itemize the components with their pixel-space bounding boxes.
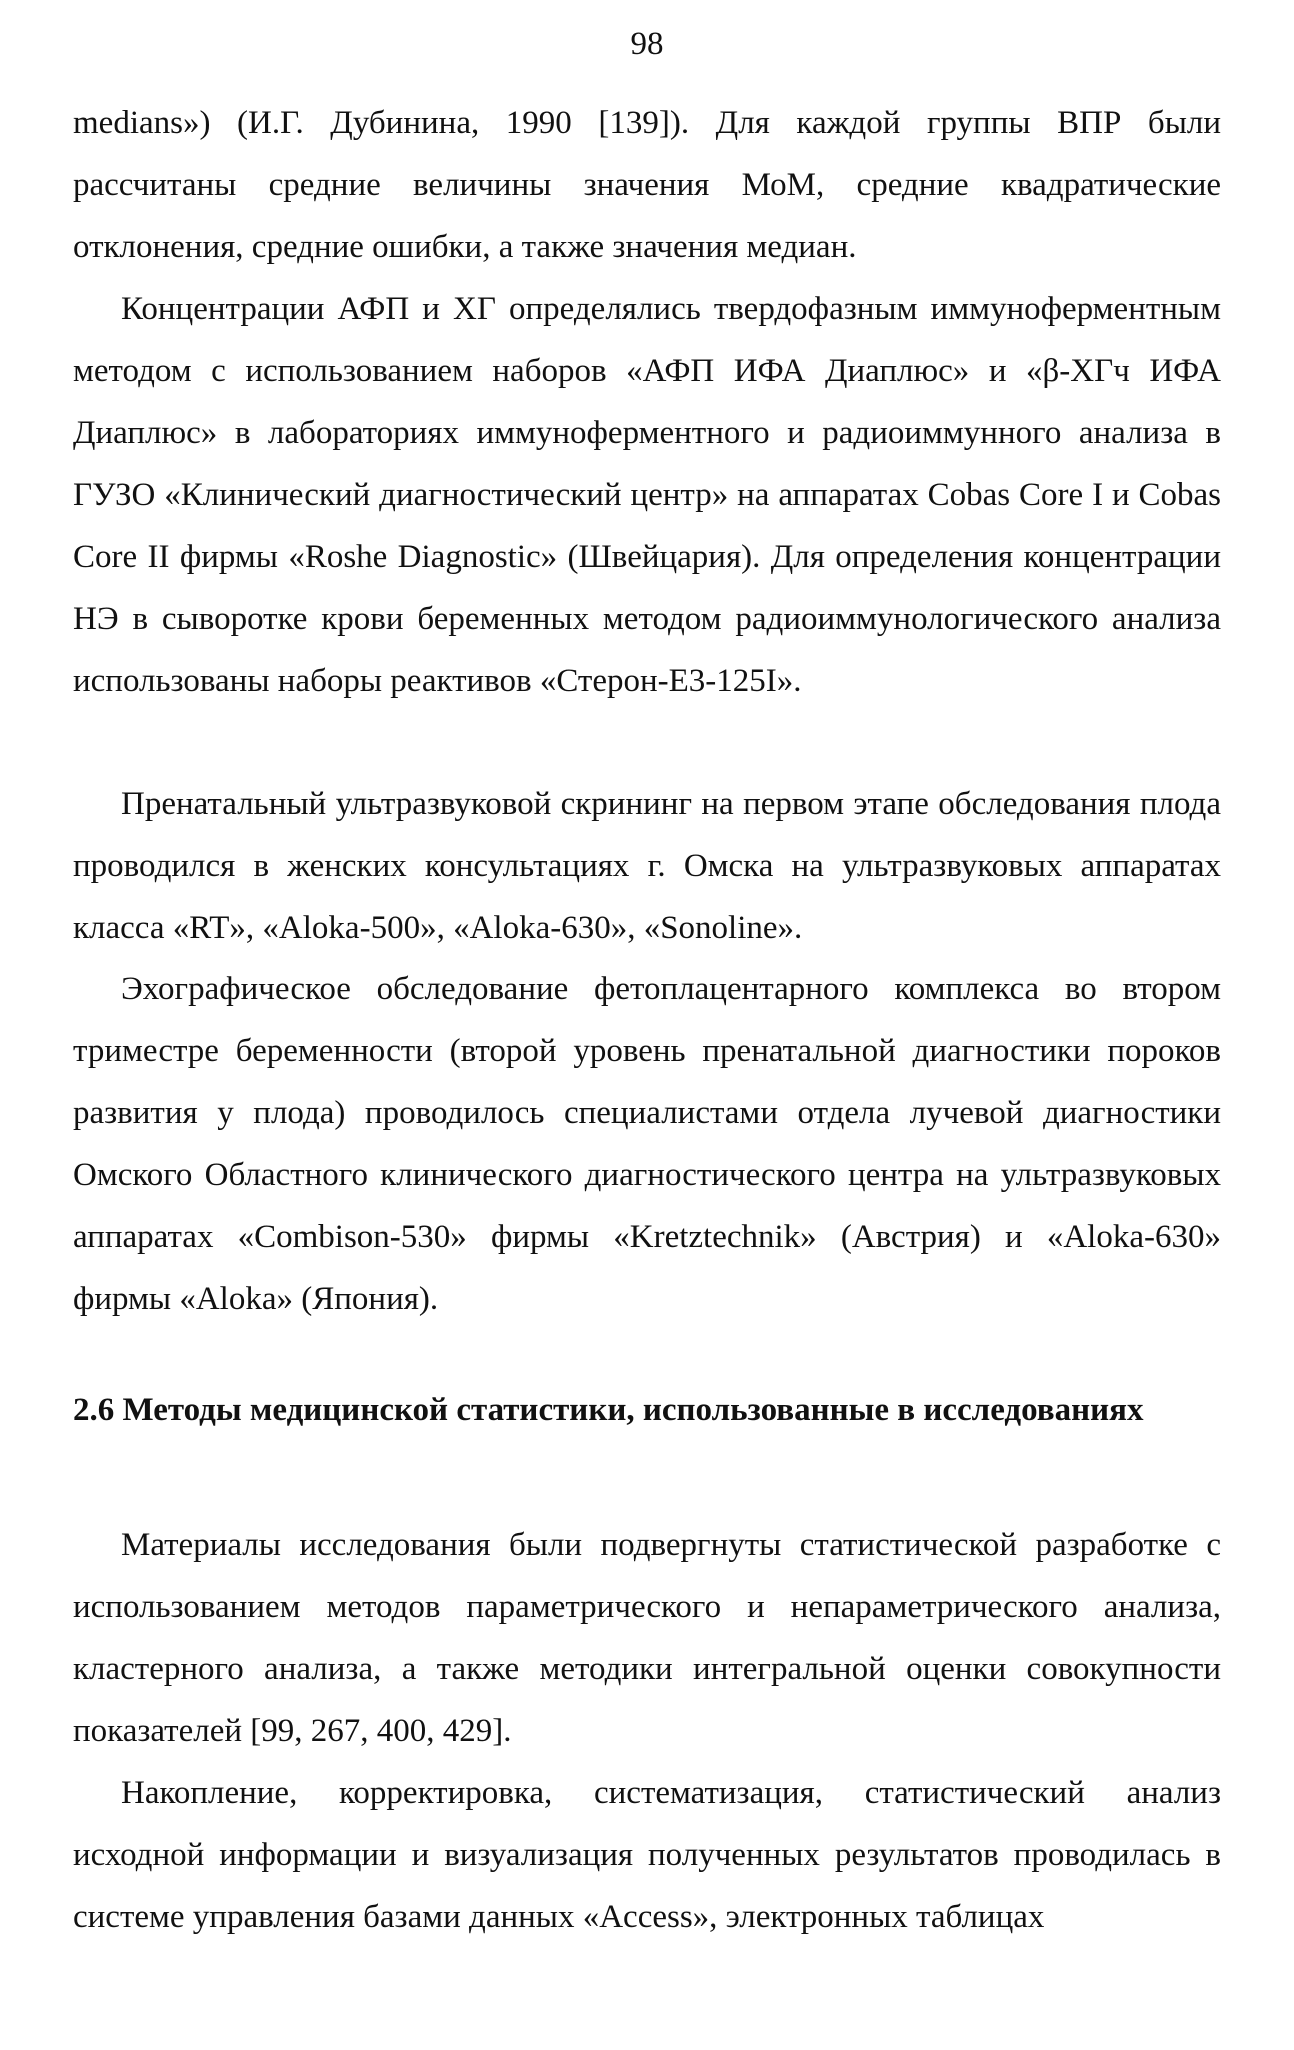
section-heading: 2.6 Методы медицинской статистики, использованные в исследованиях [73, 1392, 1144, 1428]
paragraph-ultrasound-screening: Пренатальный ультразвуковой скрининг на первом этапе обследования плода проводился в женских консультациях г. Омска на ультразвуковых аппаратах класса «RT», «Aloka-500», «Aloka-630», «Sonoline». [73, 786, 1221, 946]
paragraph-data-processing: Накопление, корректировка, систематизация, статистический анализ исходной информации и визуализация полученных результатов проводилась в системе управления базами данных «Access», электронных таблицах [73, 1775, 1221, 1935]
paragraph-echography: Эхографическое обследование фетоплацентарного комплекса во втором триместре беременности (второй уровень пренатальной диагностики пороков развития у плода) проводилось специалистами отдела лучевой диагностики Омского Областного клинического диагностического центра на ультразвуковых аппаратах «Combison-530» фирмы «Kretztechnik» (Австрия) и «Aloka-630» фирмы «Aloka» (Япония). [73, 971, 1221, 1317]
paragraph-assay-methods: Концентрации АФП и ХГ определялись твердофазным иммуноферментным методом с использованием наборов «АФП ИФА Диаплюс» и «β-ХГч ИФА Диаплюс» в лабораториях иммуноферментного и радиоиммунного анализа в ГУЗО «Клинический диагностический центр» на аппаратах Cobas Core I и Cobas Core II фирмы «Roshe Diagnostic» (Швейцария). Для определения концентрации НЭ в сыворотке крови беременных методом радиоиммунологического анализа использованы наборы реактивов «Стерон-Е3-125I». [73, 291, 1221, 699]
page-number: 98 [630, 26, 664, 62]
paragraph-continuation: medians») (И.Г. Дубинина, 1990 [139]). Для каждой группы ВПР были рассчитаны средние величины значения МоМ, средние квадратические отклонения, средние ошибки, а также значения медиан. [73, 105, 1221, 265]
paragraph-statistics-methods: Материалы исследования были подвергнуты статистической разработке с использованием методов параметрического и непараметрического анализа, кластерного анализа, а также методики интегральной оценки совокупности показателей [99, 267, 400, 429]. [73, 1527, 1221, 1749]
